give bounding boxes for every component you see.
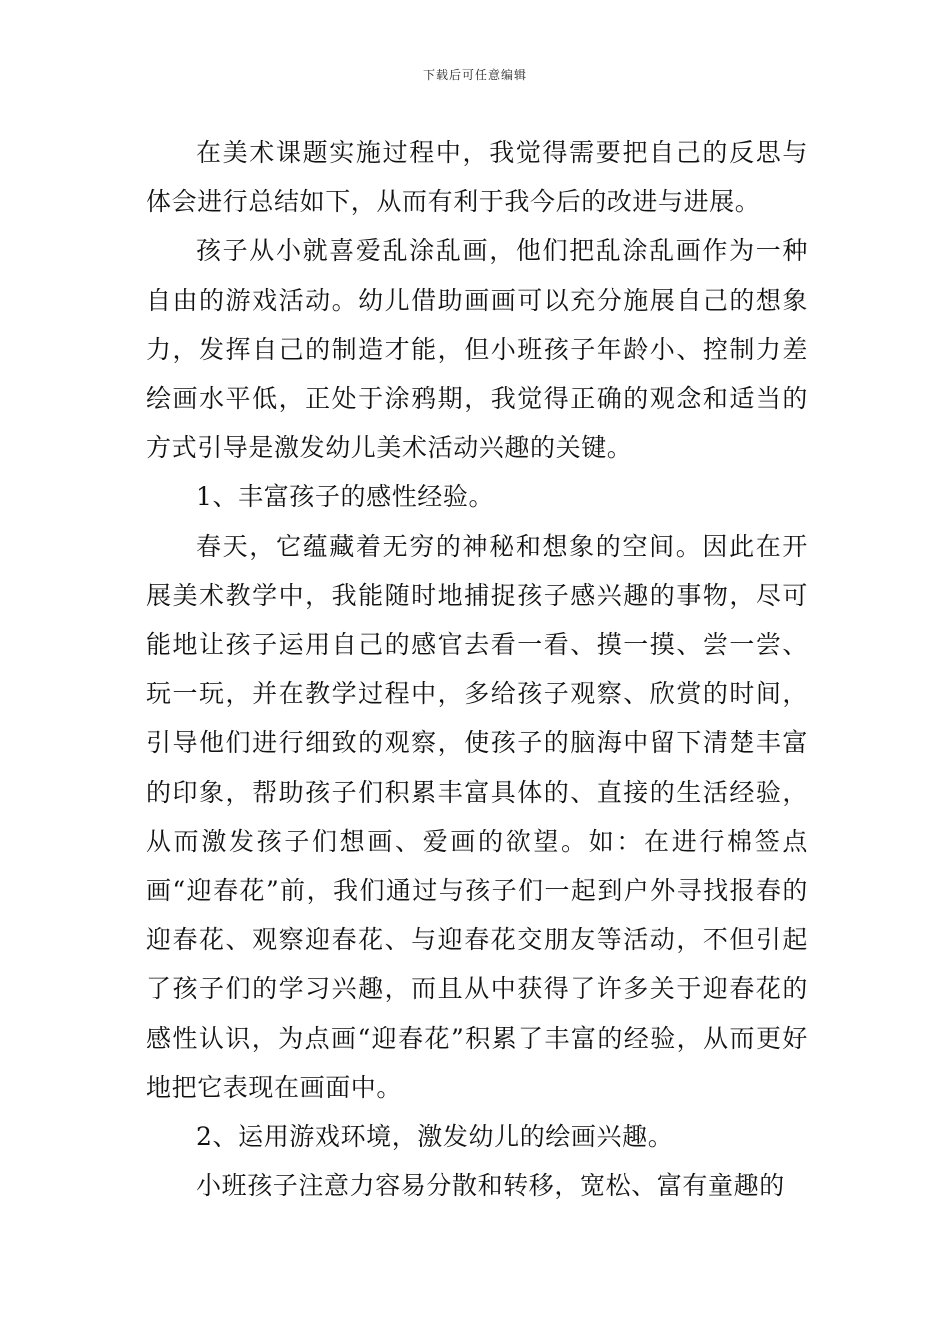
header-note: 下载后可任意编辑 xyxy=(422,68,527,82)
paragraph-section-2: 小班孩子注意力容易分散和转移，宽松、富有童趣的 xyxy=(196,1171,785,1201)
paragraph-intro: 在美术课题实施过程中，我觉得需要把自己的反思与体会进行总结如下，从而有利于我今后的改进与进展。 xyxy=(146,138,808,217)
paragraph-background: 孩子从小就喜爱乱涂乱画，他们把乱涂乱画作为一种自由的游戏活动。幼儿借助画画可以充分施展自己的想象力，发挥自己的制造才能，但小班孩子年龄小、控制力差绘画水平低，正处于涂鸦期，我觉得正确的观念和适当的方式引导是激发幼儿美术活动兴趣的关键。 xyxy=(146,236,808,463)
paragraph-section-1: 春天，它蕴藏着无穷的神秘和想象的空间。因此在开展美术教学中，我能随时地捕捉孩子感兴趣的事物，尽可能地让孩子运用自己的感官去看一看、摸一摸、尝一尝、玩一玩，并在教学过程中，多给孩子观察、欣赏的时间，引导他们进行细致的观察，使孩子的脑海中留下清楚丰富的印象，帮助孩子们积累丰富具体的、直接的生活经验，从而激发孩子们想画、爱画的欲望。如：在进行棉签点画“迎春花”前，我们通过与孩子们一起到户外寻找报春的迎春花、观察迎春花、与迎春花交朋友等活动，不但引起了孩子们的学习兴趣，而且从中获得了许多关于迎春花的感性认识，为点画“迎春花”积累了丰富的经验，从而更好地把它表现在画面中。 xyxy=(146,531,808,1102)
section-heading-2: 2、运用游戏环境，激发幼儿的绘画兴趣。 xyxy=(196,1122,674,1152)
section-heading-1: 1、丰富孩子的感性经验。 xyxy=(196,482,495,512)
body-text xyxy=(146,128,808,1210)
